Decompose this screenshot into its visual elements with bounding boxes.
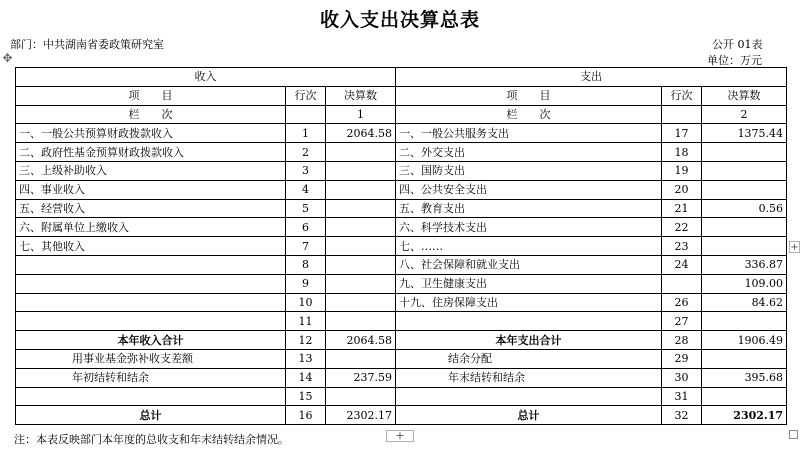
income-value: 2064.58	[326, 124, 396, 143]
end-carry-value: 395.68	[702, 368, 787, 387]
income-value	[326, 293, 396, 312]
table-row	[16, 161, 787, 180]
expense-item-name: 七、……	[396, 237, 662, 256]
footnote: 注：本表反映部门本年度的总收支和年末结转结余情况。	[14, 433, 289, 446]
income-row-no: 6	[286, 218, 326, 237]
table-row	[16, 199, 787, 218]
expense-row-no: 24	[662, 255, 702, 274]
unit-label: 单位：万元	[707, 54, 762, 67]
expense-value	[702, 312, 787, 331]
reserve-gap-label: 用事业基金弥补收支差额	[16, 349, 286, 368]
expense-item-name: 八、社会保障和就业支出	[396, 255, 662, 274]
grand-total-row	[16, 406, 787, 425]
table-row	[16, 312, 787, 331]
income-value	[326, 255, 396, 274]
income-row-no: 3	[286, 161, 326, 180]
expense-value	[702, 161, 787, 180]
income-column-index: 1	[326, 105, 396, 124]
reserve-gap-value	[326, 349, 396, 368]
year-total-row	[16, 331, 787, 350]
table-row	[16, 255, 787, 274]
balance-alloc-label: 结余分配	[396, 349, 662, 368]
table-row	[16, 237, 787, 256]
add-column-plus-icon[interactable]: +	[790, 242, 799, 253]
begin-carry-value: 237.59	[326, 368, 396, 387]
income-item-name: 五、经营收入	[16, 199, 286, 218]
year-income-total-value: 2064.58	[326, 331, 396, 350]
table-resize-handle[interactable]	[789, 430, 798, 439]
grand-total-expense-no: 32	[662, 406, 702, 425]
income-value	[326, 161, 396, 180]
income-item-name	[16, 255, 286, 274]
income-item-name	[16, 293, 286, 312]
income-item-header: 项 目	[16, 86, 286, 105]
begin-carry-label: 年初结转和结余	[16, 368, 286, 387]
expense-value: 1375.44	[702, 124, 787, 143]
department-label: 部门：中共湖南省委政策研究室	[10, 38, 164, 51]
table-row	[16, 143, 787, 162]
income-item-name: 二、政府性基金预算财政拨款收入	[16, 143, 286, 162]
add-row-plus-icon[interactable]: +	[386, 430, 414, 442]
table-row	[16, 218, 787, 237]
expense-row-no: 22	[662, 218, 702, 237]
expense-row-no: 27	[662, 312, 702, 331]
expense-item-name: 九、卫生健康支出	[396, 274, 662, 293]
blank-row	[16, 387, 787, 406]
expense-row-no: 18	[662, 143, 702, 162]
table-row	[16, 274, 787, 293]
income-item-name: 三、上级补助收入	[16, 161, 286, 180]
table-move-handle-icon[interactable]: ✥	[2, 51, 13, 65]
income-item-name	[16, 274, 286, 293]
income-value	[326, 180, 396, 199]
expense-value	[702, 143, 787, 162]
income-item-name: 一、一般公共预算财政拨款收入	[16, 124, 286, 143]
grand-total-income-value: 2302.17	[326, 406, 396, 425]
end-carry-no: 30	[662, 368, 702, 387]
year-income-total-label: 本年收入合计	[16, 331, 286, 350]
expense-item-name: 三、国防支出	[396, 161, 662, 180]
expense-item-name: 六、科学技术支出	[396, 218, 662, 237]
grand-total-income-label: 总计	[16, 406, 286, 425]
income-row-no: 7	[286, 237, 326, 256]
expense-item-name	[396, 312, 662, 331]
income-item-name: 七、其他收入	[16, 237, 286, 256]
expense-row-no: 20	[662, 180, 702, 199]
expense-value: 0.56	[702, 199, 787, 218]
income-row-no: 2	[286, 143, 326, 162]
end-carry-label: 年末结转和结余	[396, 368, 662, 387]
grand-total-expense-label: 总计	[396, 406, 662, 425]
grand-total-income-no: 16	[286, 406, 326, 425]
carryover-row	[16, 368, 787, 387]
blank-expense-label	[396, 387, 662, 406]
expense-value: 84.62	[702, 293, 787, 312]
reserve-gap-no: 13	[286, 349, 326, 368]
year-expense-total-value: 1906.49	[702, 331, 787, 350]
expense-rowno-header: 行次	[662, 86, 702, 105]
expense-row-no	[662, 274, 702, 293]
expense-column-label: 栏 次	[396, 105, 662, 124]
expense-column-index: 2	[702, 105, 787, 124]
year-expense-total-label: 本年支出合计	[396, 331, 662, 350]
blank-income-no: 15	[286, 387, 326, 406]
expense-item-name: 二、外交支出	[396, 143, 662, 162]
expense-row-no: 23	[662, 237, 702, 256]
income-row-no: 10	[286, 293, 326, 312]
table-row	[16, 180, 787, 199]
expense-row-no: 26	[662, 293, 702, 312]
income-item-name: 六、附属单位上缴收入	[16, 218, 286, 237]
header-row-sections	[16, 68, 787, 87]
table-row	[16, 293, 787, 312]
blank-income-label	[16, 387, 286, 406]
header-row-index	[16, 105, 787, 124]
income-value	[326, 199, 396, 218]
income-row-no: 4	[286, 180, 326, 199]
balance-alloc-value	[702, 349, 787, 368]
income-column-label: 栏 次	[16, 105, 286, 124]
income-item-name	[16, 312, 286, 331]
table-row	[16, 124, 787, 143]
income-row-no: 1	[286, 124, 326, 143]
expense-row-no: 17	[662, 124, 702, 143]
form-number-label: 公开 01表	[712, 38, 763, 51]
income-value	[326, 237, 396, 256]
income-row-no: 9	[286, 274, 326, 293]
income-value	[326, 218, 396, 237]
begin-carry-no: 14	[286, 368, 326, 387]
income-row-no: 5	[286, 199, 326, 218]
income-amount-header: 决算数	[326, 86, 396, 105]
expense-amount-header: 决算数	[702, 86, 787, 105]
header-row-columns	[16, 86, 787, 105]
expense-row-no: 21	[662, 199, 702, 218]
income-value	[326, 312, 396, 331]
expense-row-no: 19	[662, 161, 702, 180]
expense-value: 336.87	[702, 255, 787, 274]
expense-value: 109.00	[702, 274, 787, 293]
blank-income-value	[326, 387, 396, 406]
expense-section-header: 支出	[396, 68, 787, 87]
expense-item-name: 十九、住房保障支出	[396, 293, 662, 312]
income-rowno-header: 行次	[286, 86, 326, 105]
expense-item-name: 五、教育支出	[396, 199, 662, 218]
income-rowno-index	[286, 105, 326, 124]
income-section-header: 收入	[16, 68, 396, 87]
income-item-name: 四、事业收入	[16, 180, 286, 199]
expense-rowno-index	[662, 105, 702, 124]
income-expense-table	[15, 67, 787, 425]
expense-item-header: 项 目	[396, 86, 662, 105]
reserve-row	[16, 349, 787, 368]
blank-expense-no: 31	[662, 387, 702, 406]
expense-value	[702, 218, 787, 237]
year-expense-total-no: 28	[662, 331, 702, 350]
expense-item-name: 一、一般公共服务支出	[396, 124, 662, 143]
income-value	[326, 274, 396, 293]
expense-value	[702, 237, 787, 256]
income-value	[326, 143, 396, 162]
grand-total-expense-value: 2302.17	[702, 406, 787, 425]
income-row-no: 8	[286, 255, 326, 274]
expense-value	[702, 180, 787, 199]
table-title: 收入支出决算总表	[319, 9, 480, 31]
income-row-no: 11	[286, 312, 326, 331]
expense-item-name: 四、公共安全支出	[396, 180, 662, 199]
blank-expense-value	[702, 387, 787, 406]
year-income-total-no: 12	[286, 331, 326, 350]
balance-alloc-no: 29	[662, 349, 702, 368]
